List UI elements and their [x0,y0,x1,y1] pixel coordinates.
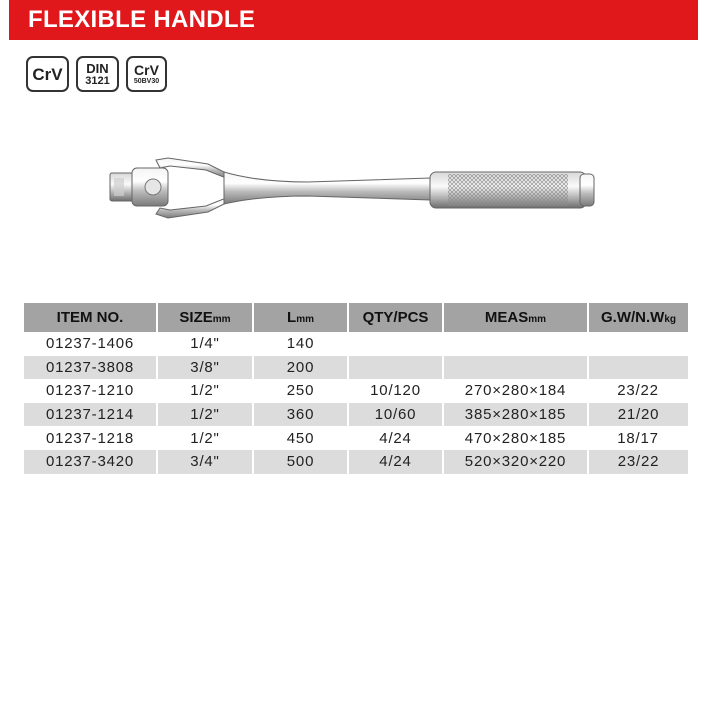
col-header-size: SIZEmm [157,303,253,332]
table-row [24,450,688,474]
spec-badges [26,56,167,92]
col-header-item-no: ITEM NO. [24,303,157,332]
table-row [24,356,688,380]
table-cell [588,332,688,356]
table-cell [348,332,443,356]
badge-sublabel: 50BV30 [133,78,160,85]
table-row [24,332,688,356]
table-cell: 23/22 [588,450,688,474]
table-cell [443,356,588,380]
crv-grade-badge [126,56,167,92]
din-badge [76,56,119,92]
table-cell: 1/2" [157,403,253,427]
table-cell [588,356,688,380]
page-title: FLEXIBLE HANDLE [28,6,256,33]
table-cell [443,332,588,356]
badge-label: DIN [86,60,109,76]
table-cell: 385×280×185 [443,403,588,427]
table-cell: 18/17 [588,426,688,450]
table-cell: 1/2" [157,426,253,450]
flexible-handle-icon [108,148,598,234]
table-cell: 10/120 [348,379,443,403]
badge-sublabel: 3121 [85,74,110,87]
table-cell: 1/4" [157,332,253,356]
table-cell: 21/20 [588,403,688,427]
col-header-length: Lmm [253,303,348,332]
table-cell: 450 [253,426,348,450]
table-cell: 1/2" [157,379,253,403]
table-cell: 3/4" [157,450,253,474]
table-cell: 270×280×184 [443,379,588,403]
col-header-meas: MEASmm [443,303,588,332]
table-row [24,379,688,403]
col-header-weight: G.W/N.Wkg [588,303,688,332]
table-cell: 4/24 [348,426,443,450]
crv-badge [26,56,69,92]
table-cell: 250 [253,379,348,403]
table-cell: 10/60 [348,403,443,427]
table-cell: 470×280×185 [443,426,588,450]
table-cell: 3/8" [157,356,253,380]
table-cell: 500 [253,450,348,474]
badge-label: CrV [134,62,159,78]
table-cell: 4/24 [348,450,443,474]
table-cell: 200 [253,356,348,380]
table-cell: 23/22 [588,379,688,403]
table-header-row [24,303,688,332]
col-header-qty: QTY/PCS [348,303,443,332]
table-cell: 01237-1218 [24,426,157,450]
table-row [24,426,688,450]
table-cell: 01237-1210 [24,379,157,403]
table-cell: 520×320×220 [443,450,588,474]
table-cell: 01237-1406 [24,332,157,356]
table-cell: 360 [253,403,348,427]
table-cell: 01237-3420 [24,450,157,474]
spec-table [24,303,689,474]
table-cell [348,356,443,380]
badge-label: CrV [32,64,63,84]
table-cell: 01237-1214 [24,403,157,427]
table-cell: 140 [253,332,348,356]
table-cell: 01237-3808 [24,356,157,380]
title-banner [9,0,698,40]
table-row [24,403,688,427]
